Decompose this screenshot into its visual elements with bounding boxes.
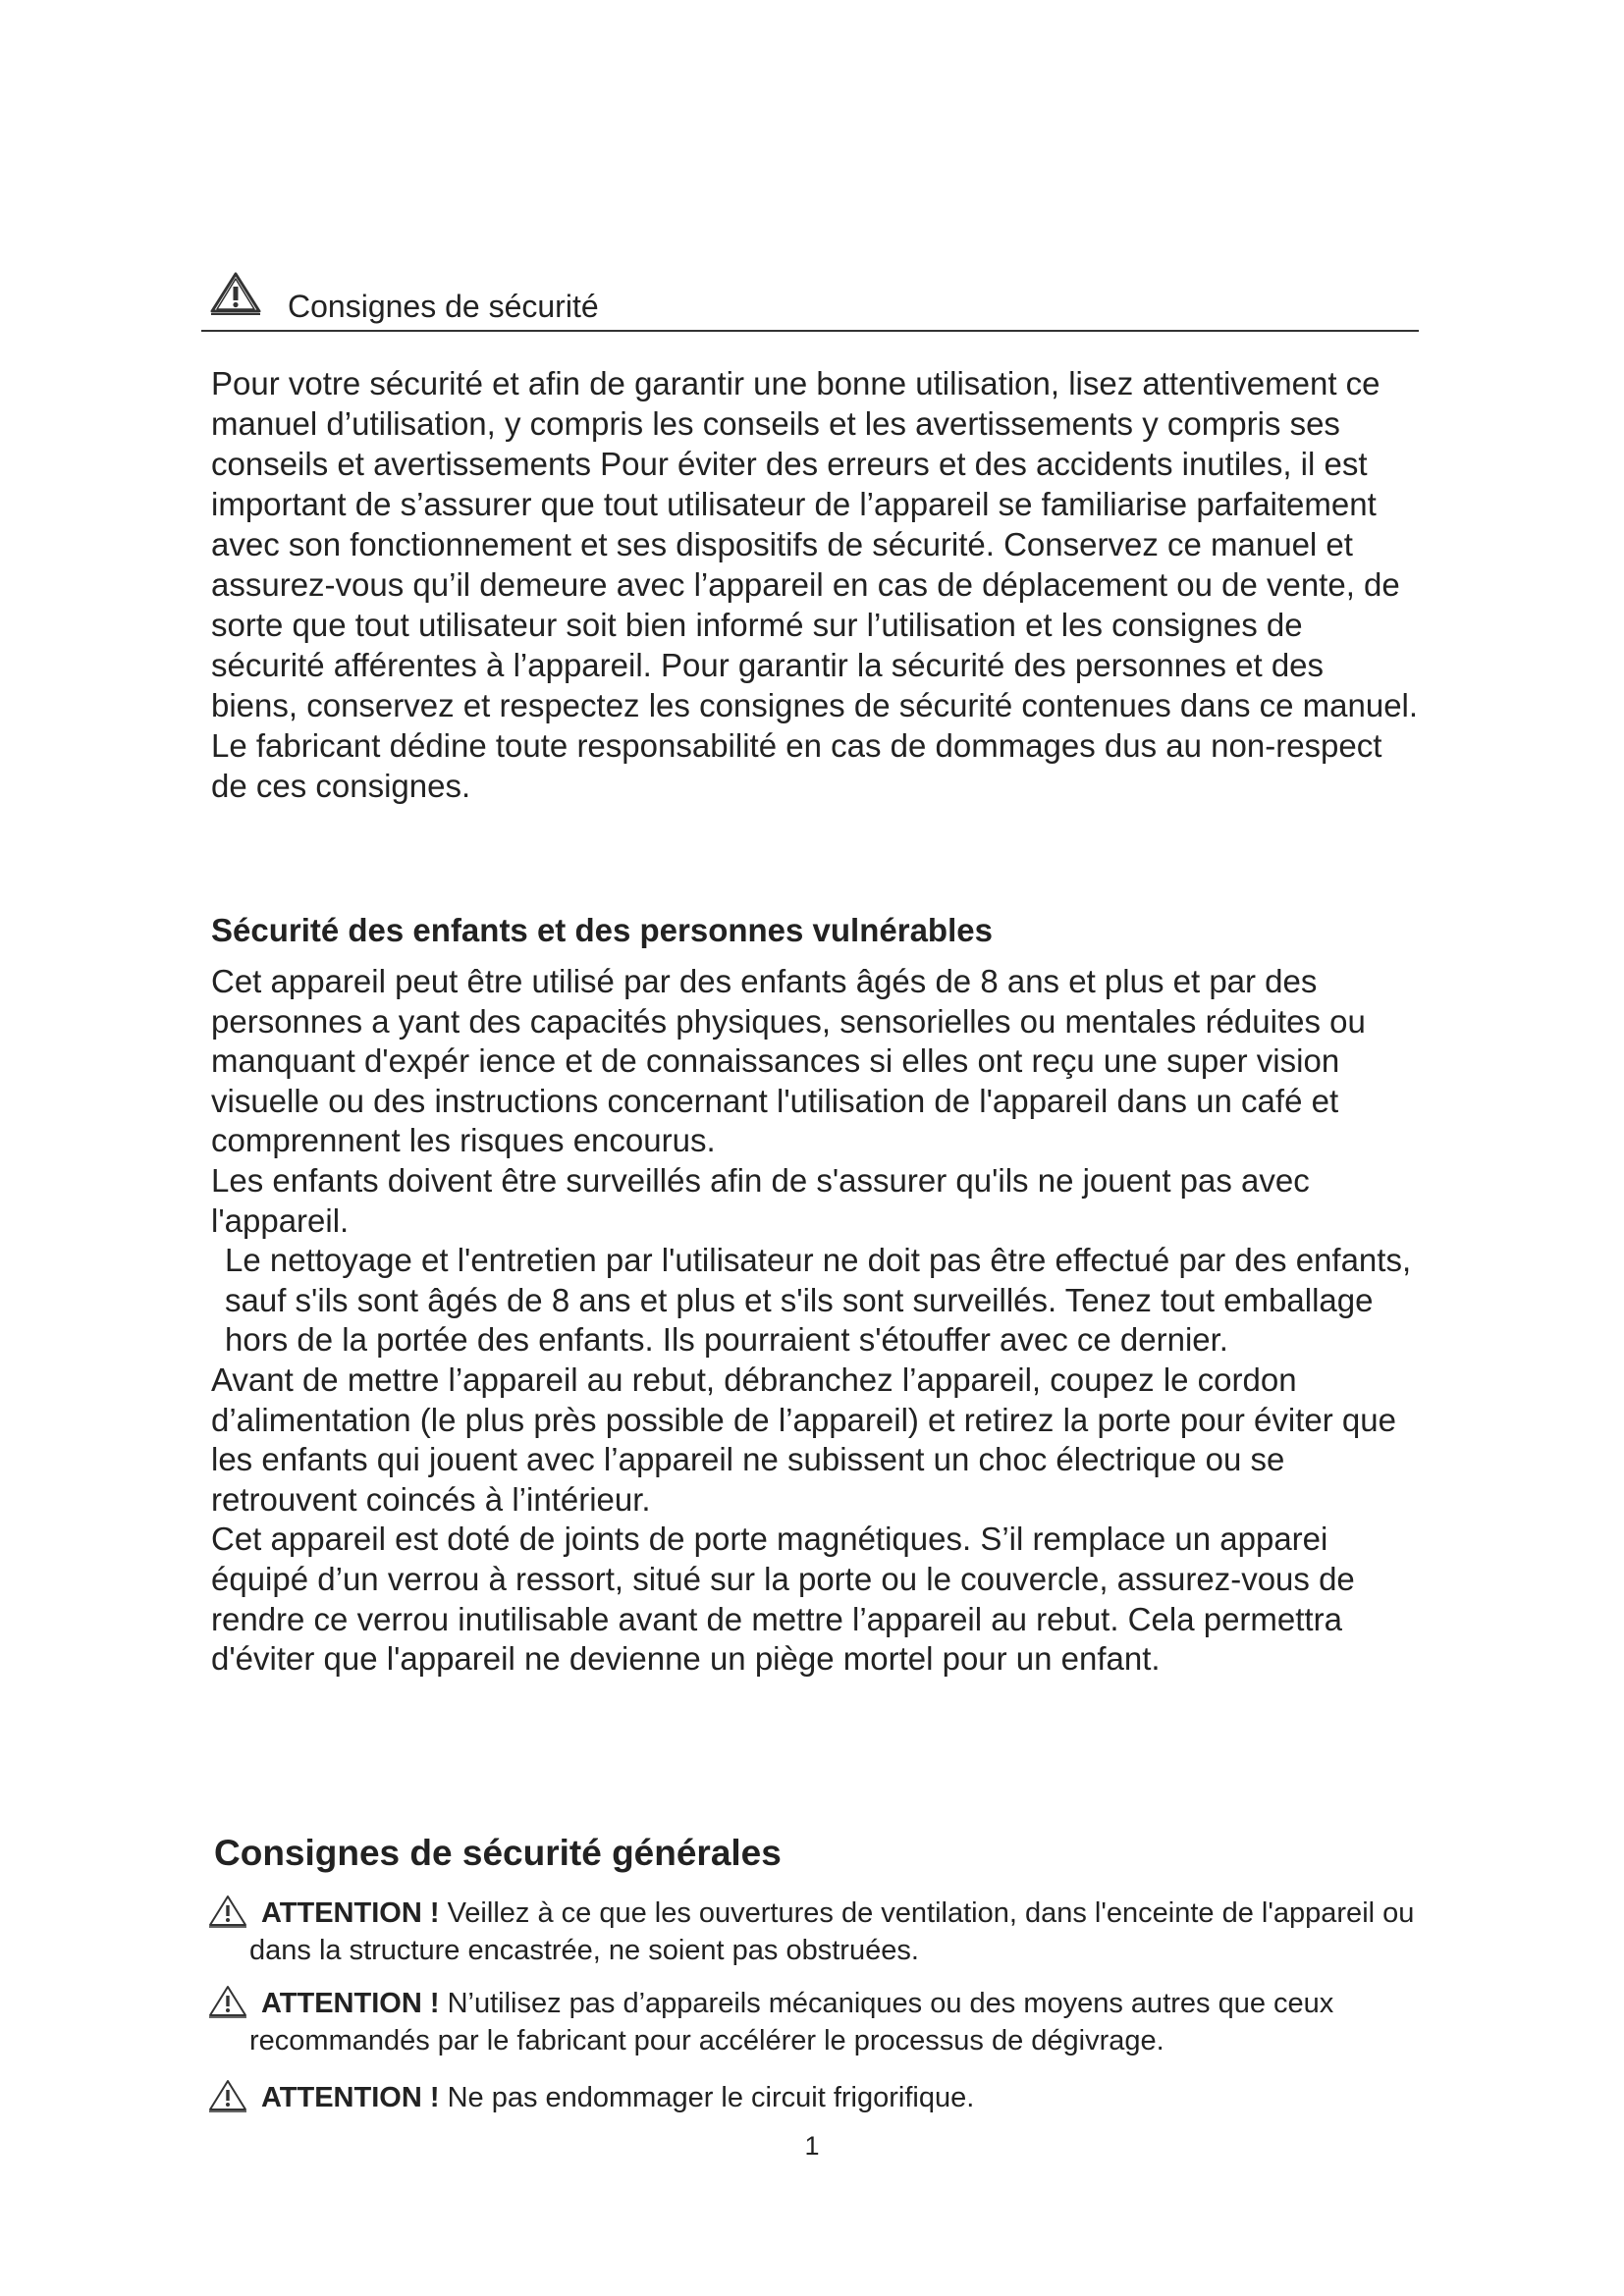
intro-paragraph: Pour votre sécurité et afin de garantir une bonne utilisation, lisez attentivement ce manuel d’utilisation, y compris les conseils et les avertissements y compris ses conseils et avertissements Pour éviter des erreurs et des accidents inutiles, il est important de s’assurer que tout utilisateur de l’appareil se familiarise parfaitement avec son fonctionnement et ses dispositifs de sécurité. Conservez ce manuel et assurez-vous qu’il demeure avec l’appareil en cas de déplacement ou de vente, de sorte que tout utilisateur soit bien informé sur l’utilisation et les consignes de sécurité afférentes à l’appareil. Pour garantir la sécurité des personnes et des biens, conservez et respectez les consignes de sécurité contenues dans ce manuel. Le fabricant dédine toute responsabilité en cas de dommages dus au non-respect de ces consignes.: [211, 365, 1419, 804]
children-safety-body: [211, 962, 1419, 1680]
warning-label: ATTENTION !: [261, 1988, 440, 2019]
page-title: Consignes de sécurité: [288, 289, 599, 324]
page-number: 1: [804, 2131, 820, 2161]
paragraph: Cet appareil est doté de joints de porte magnétiques. S’il remplace un apparei équipé d’un verrou à ressort, situé sur la porte ou le couvercle, assurez-vous de rendre ce verrou inutilisable avant de mettre l’appareil au rebut. Cela permettra d'éviter que l'appareil ne devienne un piège mortel pour un enfant.: [211, 1521, 1355, 1678]
paragraph: Avant de mettre l’appareil au rebut, débranchez l’appareil, coupez le cordon d’alimentation (le plus près possible de l’appareil) et retirez la porte pour éviter que les enfants qui jouent avec l’appareil ne subissent un choc électrique ou se retrouvent coincés à l’intérieur.: [211, 1361, 1396, 1518]
section-header: [201, 265, 1419, 332]
warning-text: Ne pas endommager le circuit frigorifique.: [447, 2082, 975, 2113]
paragraph: Cet appareil peut être utilisé par des enfants âgés de 8 ans et plus et par des personnes a yant des capacités physiques, sensorielles ou mentales réduites ou manquant d'expér ience et de connaissances si elles ont reçu une super vision visuelle ou des instructions concernant l'utilisation de l'appareil dans un café et comprennent les risques encourus.: [211, 963, 1366, 1159]
warning-label: ATTENTION !: [261, 1897, 440, 1929]
warning-item: [208, 1895, 1426, 1969]
warning-label: ATTENTION !: [261, 2082, 440, 2113]
warning-item: [208, 2079, 1426, 2116]
warning-triangle-icon: [208, 1985, 247, 2018]
warning-triangle-icon: [208, 1895, 247, 1928]
warning-text: N’utilisez pas d’appareils mécaniques ou des moyens autres que ceux recommandés par le fabricant pour accélérer le processus de dégivrage.: [249, 1988, 1334, 2056]
paragraph: Les enfants doivent être surveillés afin de s'assurer qu'ils ne jouent pas avec l'appareil.: [211, 1161, 1310, 1239]
warning-text: Veillez à ce que les ouvertures de ventilation, dans l'enceinte de l'appareil ou dans la structure encastrée, ne soient pas obstruées.: [249, 1897, 1415, 1966]
warning-item: [208, 1985, 1426, 2059]
general-safety-heading: Consignes de sécurité générales: [214, 1833, 782, 1873]
warning-triangle-icon: [208, 2079, 247, 2112]
paragraph: Le nettoyage et l'entretien par l'utilisateur ne doit pas être effectué par des enfants, sauf s'ils sont âgés de 8 ans et plus et s'ils sont surveillés. Tenez tout emballage hors de la portée des enfants. Ils pourraient s'étouffer avec ce dernier.: [225, 1242, 1412, 1359]
warning-triangle-icon: [209, 271, 262, 316]
children-safety-heading: Sécurité des enfants et des personnes vulnérables: [211, 912, 993, 948]
